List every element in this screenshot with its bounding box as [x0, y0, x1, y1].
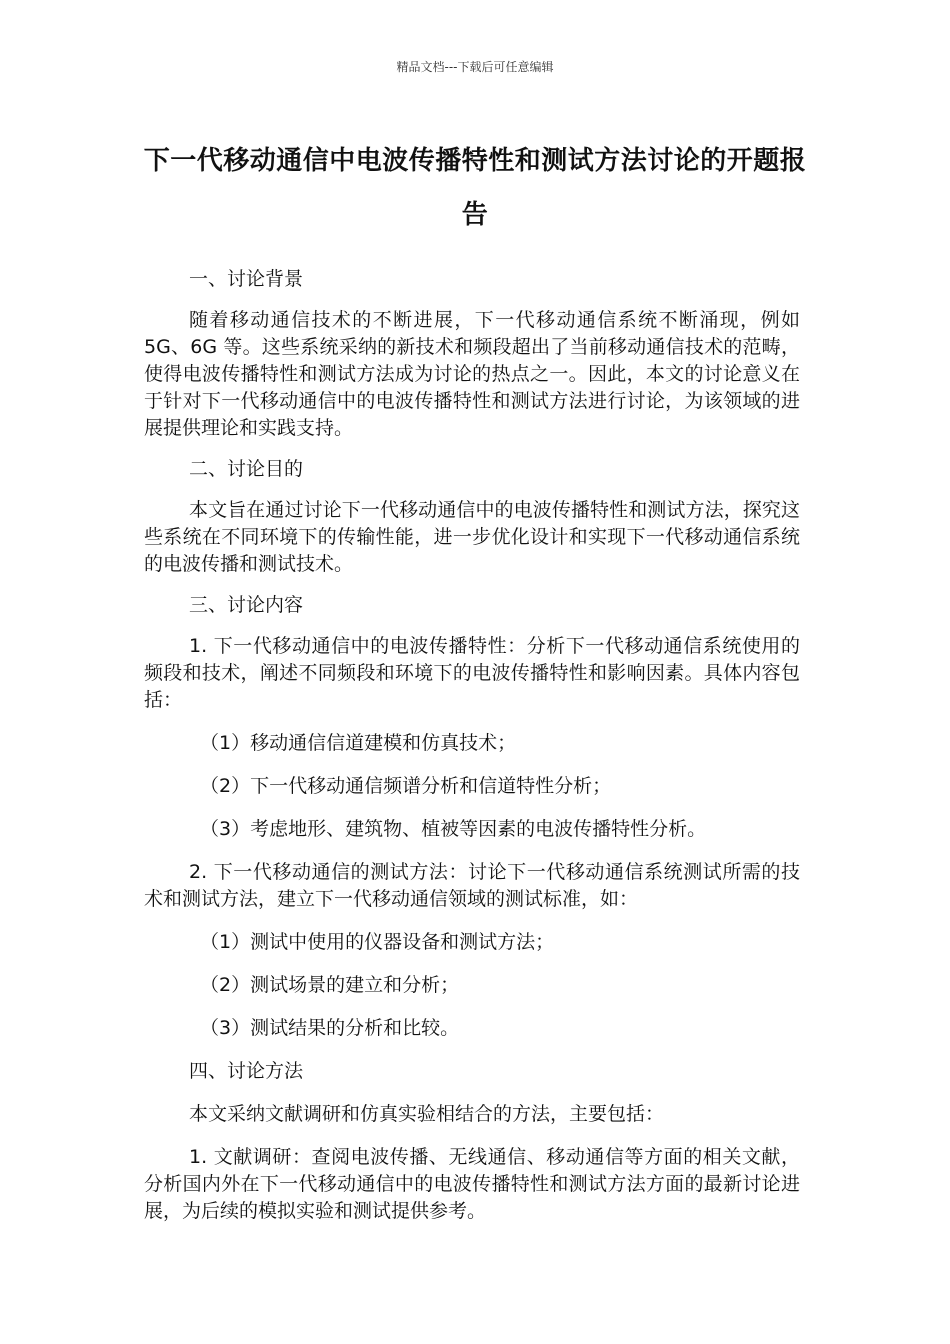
- section-heading-method: 四、讨论方法: [189, 1060, 304, 1082]
- content-subitem: （1）移动通信信道建模和仿真技术；: [200, 732, 517, 754]
- method-paragraph: 本文采纳文献调研和仿真实验相结合的方法，主要包括：: [189, 1103, 665, 1125]
- section-heading-purpose: 二、讨论目的: [189, 458, 304, 480]
- header-note: 精品文档---下载后可任意编辑: [396, 60, 554, 74]
- content-subitem: （2）下一代移动通信频谱分析和信道特性分析；: [200, 775, 612, 797]
- section-heading-content: 三、讨论内容: [189, 594, 304, 616]
- content-subitem: （3）考虑地形、建筑物、植被等因素的电波传播特性分析。: [200, 818, 707, 840]
- purpose-paragraph: 本文旨在通过讨论下一代移动通信中的电波传播特性和测试方法，探究这些系统在不同环境下的传输性能，进一步优化设计和实现下一代移动通信系统的电波传播和测试技术。: [144, 499, 800, 575]
- document-body: [144, 266, 800, 1225]
- content-subitem: （3）测试结果的分析和比较。: [200, 1017, 460, 1039]
- document-title: 下一代移动通信中电波传播特性和测试方法讨论的开题报告: [143, 146, 807, 230]
- content-item-propagation: 1. 下一代移动通信中的电波传播特性：分析下一代移动通信系统使用的频段和技术，阐述不同频段和环境下的电波传播特性和影响因素。具体内容包括：: [144, 635, 800, 711]
- method-item-literature: 1. 文献调研：查阅电波传播、无线通信、移动通信等方面的相关文献，分析国内外在下一代移动通信中的电波传播特性和测试方法方面的最新讨论进展，为后续的模拟实验和测试提供参考。: [144, 1146, 800, 1222]
- content-subitem: （2）测试场景的建立和分析；: [200, 974, 460, 996]
- background-paragraph: 随着移动通信技术的不断进展，下一代移动通信系统不断涌现，例如 5G、6G 等。这些系统采纳的新技术和频段超出了当前移动通信技术的范畴，使得电波传播特性和测试方法成为讨论的热点之一。因此，本文的讨论意义在于针对下一代移动通信中的电波传播特性和测试方法进行讨论，为该领域的进展提供理论和实践支持。: [144, 309, 800, 439]
- content-item-testing: 2. 下一代移动通信的测试方法：讨论下一代移动通信系统测试所需的技术和测试方法，建立下一代移动通信领域的测试标准，如：: [144, 861, 800, 910]
- content-subitem: （1）测试中使用的仪器设备和测试方法；: [200, 931, 555, 953]
- section-heading-background: 一、讨论背景: [189, 268, 304, 290]
